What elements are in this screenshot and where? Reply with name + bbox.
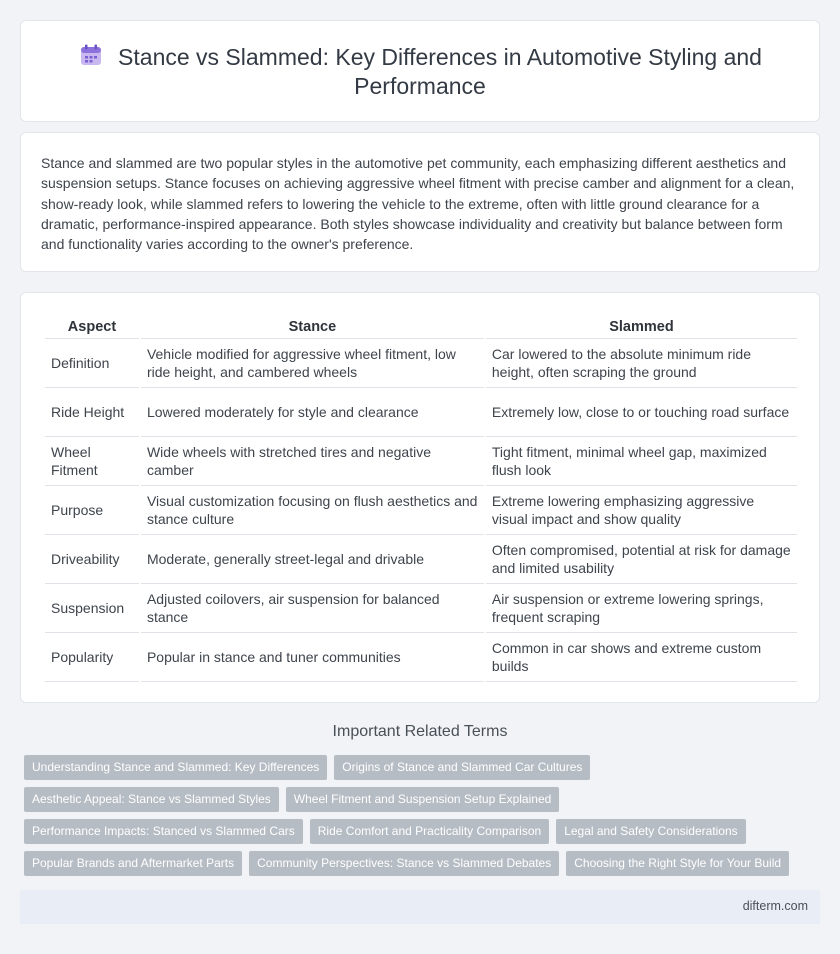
intro-card [20,132,820,272]
table-row [45,486,797,535]
related-term-link[interactable]: Community Perspectives: Stance vs Slammed Debates [249,851,559,876]
page-header [21,43,819,101]
table-row [45,584,797,633]
title-card [20,20,820,122]
cell-aspect: Driveability [45,535,139,584]
table-row [45,633,797,682]
tag-row [24,819,824,845]
tag-row [24,851,824,877]
tag-row [24,787,824,813]
related-term-link[interactable]: Wheel Fitment and Suspension Setup Explained [286,787,560,812]
related-terms-title: Important Related Terms [332,723,508,740]
calendar-icon [78,43,104,67]
footer [20,890,820,924]
related-term-link[interactable]: Understanding Stance and Slammed: Key Differences [24,755,327,780]
related-terms-list [24,755,824,883]
cell-slammed: Air suspension or extreme lowering springs, frequent scraping [486,584,797,633]
table-header-row [45,313,797,339]
cell-aspect: Definition [45,339,139,388]
related-term-link[interactable]: Legal and Safety Considerations [556,819,745,844]
comparison-card [20,292,820,703]
footer-site[interactable]: difterm.com [742,899,808,913]
cell-aspect: Ride Height [45,388,139,437]
cell-stance: Popular in stance and tuner communities [141,633,484,682]
cell-aspect: Suspension [45,584,139,633]
cell-slammed: Car lowered to the absolute minimum ride height, often scraping the ground [486,339,797,388]
related-term-link[interactable]: Aesthetic Appeal: Stance vs Slammed Styles [24,787,279,812]
related-term-link[interactable]: Popular Brands and Aftermarket Parts [24,851,242,876]
header-aspect: Aspect [45,313,139,339]
related-term-link[interactable]: Ride Comfort and Practicality Comparison [310,819,549,844]
table-row [45,339,797,388]
cell-slammed: Tight fitment, minimal wheel gap, maximized flush look [486,437,797,486]
cell-stance: Adjusted coilovers, air suspension for balanced stance [141,584,484,633]
intro-paragraph: Stance and slammed are two popular styles in the automotive pet community, each emphasizing different aesthetics and suspension setups. Stance focuses on achieving aggressive wheel fitment with precise camber and alignment for a clean, show-ready look, while slammed refers to lowering the vehicle to the extreme, often with little ground clearance for a dramatic, performance-inspired appearance. Both styles showcase individuality and creativity but balance between form and functionality varies according to the owner's preference. [41,155,795,253]
table-row [45,535,797,584]
tag-row [24,755,824,781]
cell-slammed: Extremely low, close to or touching road surface [486,388,797,437]
cell-stance: Wide wheels with stretched tires and negative camber [141,437,484,486]
cell-aspect: Purpose [45,486,139,535]
related-term-link[interactable]: Choosing the Right Style for Your Build [566,851,789,876]
cell-slammed: Extreme lowering emphasizing aggressive visual impact and show quality [486,486,797,535]
cell-slammed: Common in car shows and extreme custom builds [486,633,797,682]
comparison-table [43,313,799,682]
cell-stance: Moderate, generally street-legal and drivable [141,535,484,584]
table-row [45,388,797,437]
page-title: Stance vs Slammed: Key Differences in Automotive Styling and Performance [118,44,762,99]
cell-aspect: Wheel Fitment [45,437,139,486]
cell-slammed: Often compromised, potential at risk for damage and limited usability [486,535,797,584]
header-stance: Stance [141,313,484,339]
cell-aspect: Popularity [45,633,139,682]
header-slammed: Slammed [486,313,797,339]
cell-stance: Lowered moderately for style and clearance [141,388,484,437]
cell-stance: Vehicle modified for aggressive wheel fitment, low ride height, and cambered wheels [141,339,484,388]
related-term-link[interactable]: Origins of Stance and Slammed Car Cultures [334,755,590,780]
table-row [45,437,797,486]
related-term-link[interactable]: Performance Impacts: Stanced vs Slammed Cars [24,819,303,844]
cell-stance: Visual customization focusing on flush aesthetics and stance culture [141,486,484,535]
